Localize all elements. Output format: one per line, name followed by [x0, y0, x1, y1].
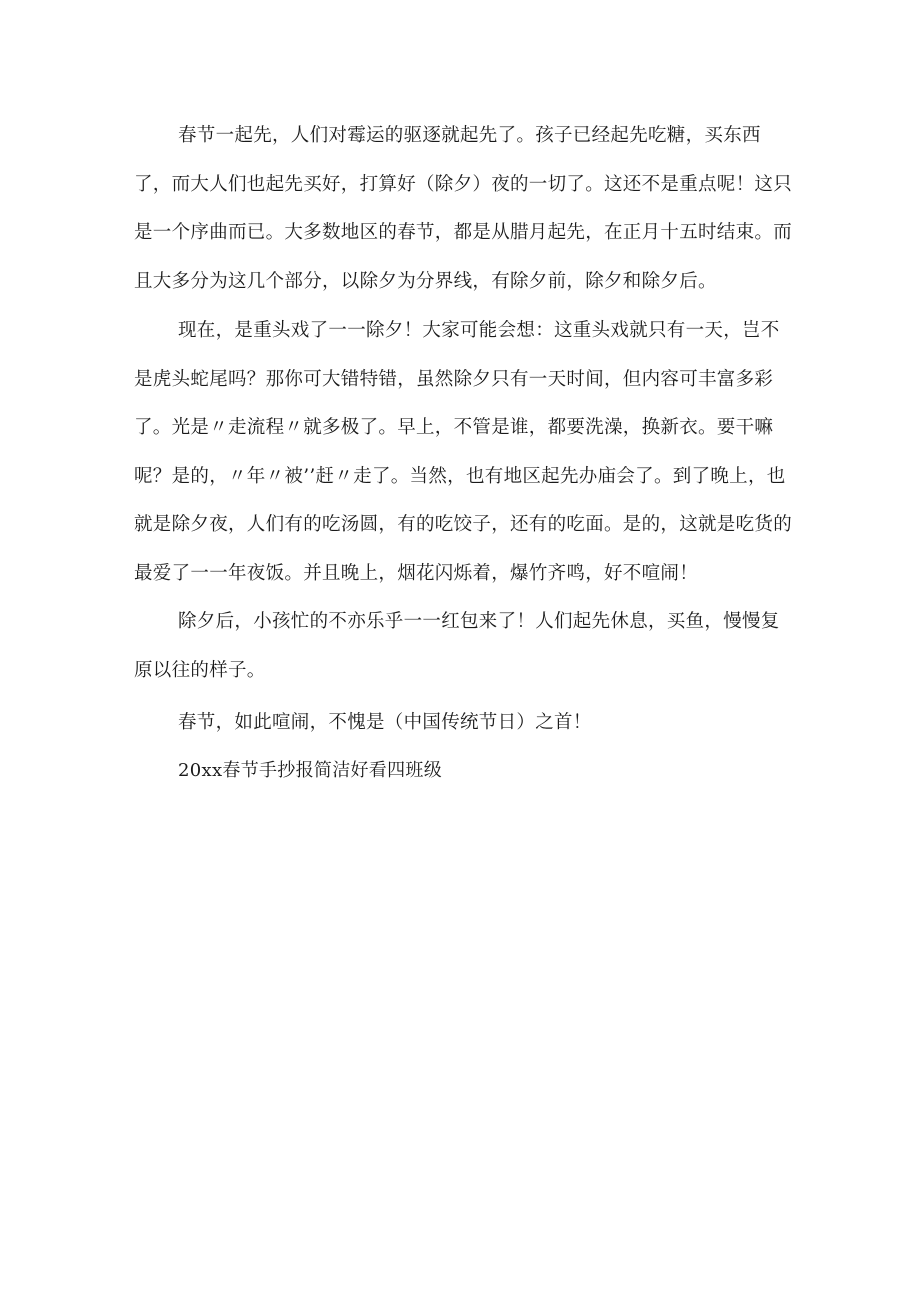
- paragraph-2: 现在，是重头戏了一一除夕！大家可能会想：这重头戏就只有一天，岂不是虎头蛇尾吗？那你可大错特错，虽然除夕只有一天时间，但内容可丰富多彩了。光是〃走流程〃就多极了。早上，不管是谁，都要洗澡，换新衣。要干嘛呢？是的，〃年〃被’’赶〃走了。当然，也有地区起先办庙会了。到了晚上，也就是除夕夜，人们有的吃汤圆，有的吃饺子，还有的吃面。是的，这就是吃货的最爱了一一年夜饭。并且晚上，烟花闪烁着，爆竹齐鸣，好不喧闹！: [134, 320, 793, 584]
- paragraph-1: 春节一起先，人们对霉运的驱逐就起先了。孩子已经起先吃糖，买东西了，而大人们也起先买好，打算好（除夕）夜的一切了。这还不是重点呢！这只是一个序曲而已。大多数地区的春节，都是从腊月起先，在正月十五时结束。而且大多分为这几个部分，以除夕为分界线，有除夕前，除夕和除夕后。: [134, 125, 793, 292]
- paragraph-3: 除夕后，小孩忙的不亦乐乎一一红包来了！人们起先休息，买鱼，慢慢复原以往的样子。: [134, 611, 780, 681]
- paragraph-4: 春节，如此喧闹，不愧是（中国传统节日）之首！: [178, 712, 592, 733]
- footer-title-line: 20xx春节手抄报简洁好看四班级: [178, 760, 443, 781]
